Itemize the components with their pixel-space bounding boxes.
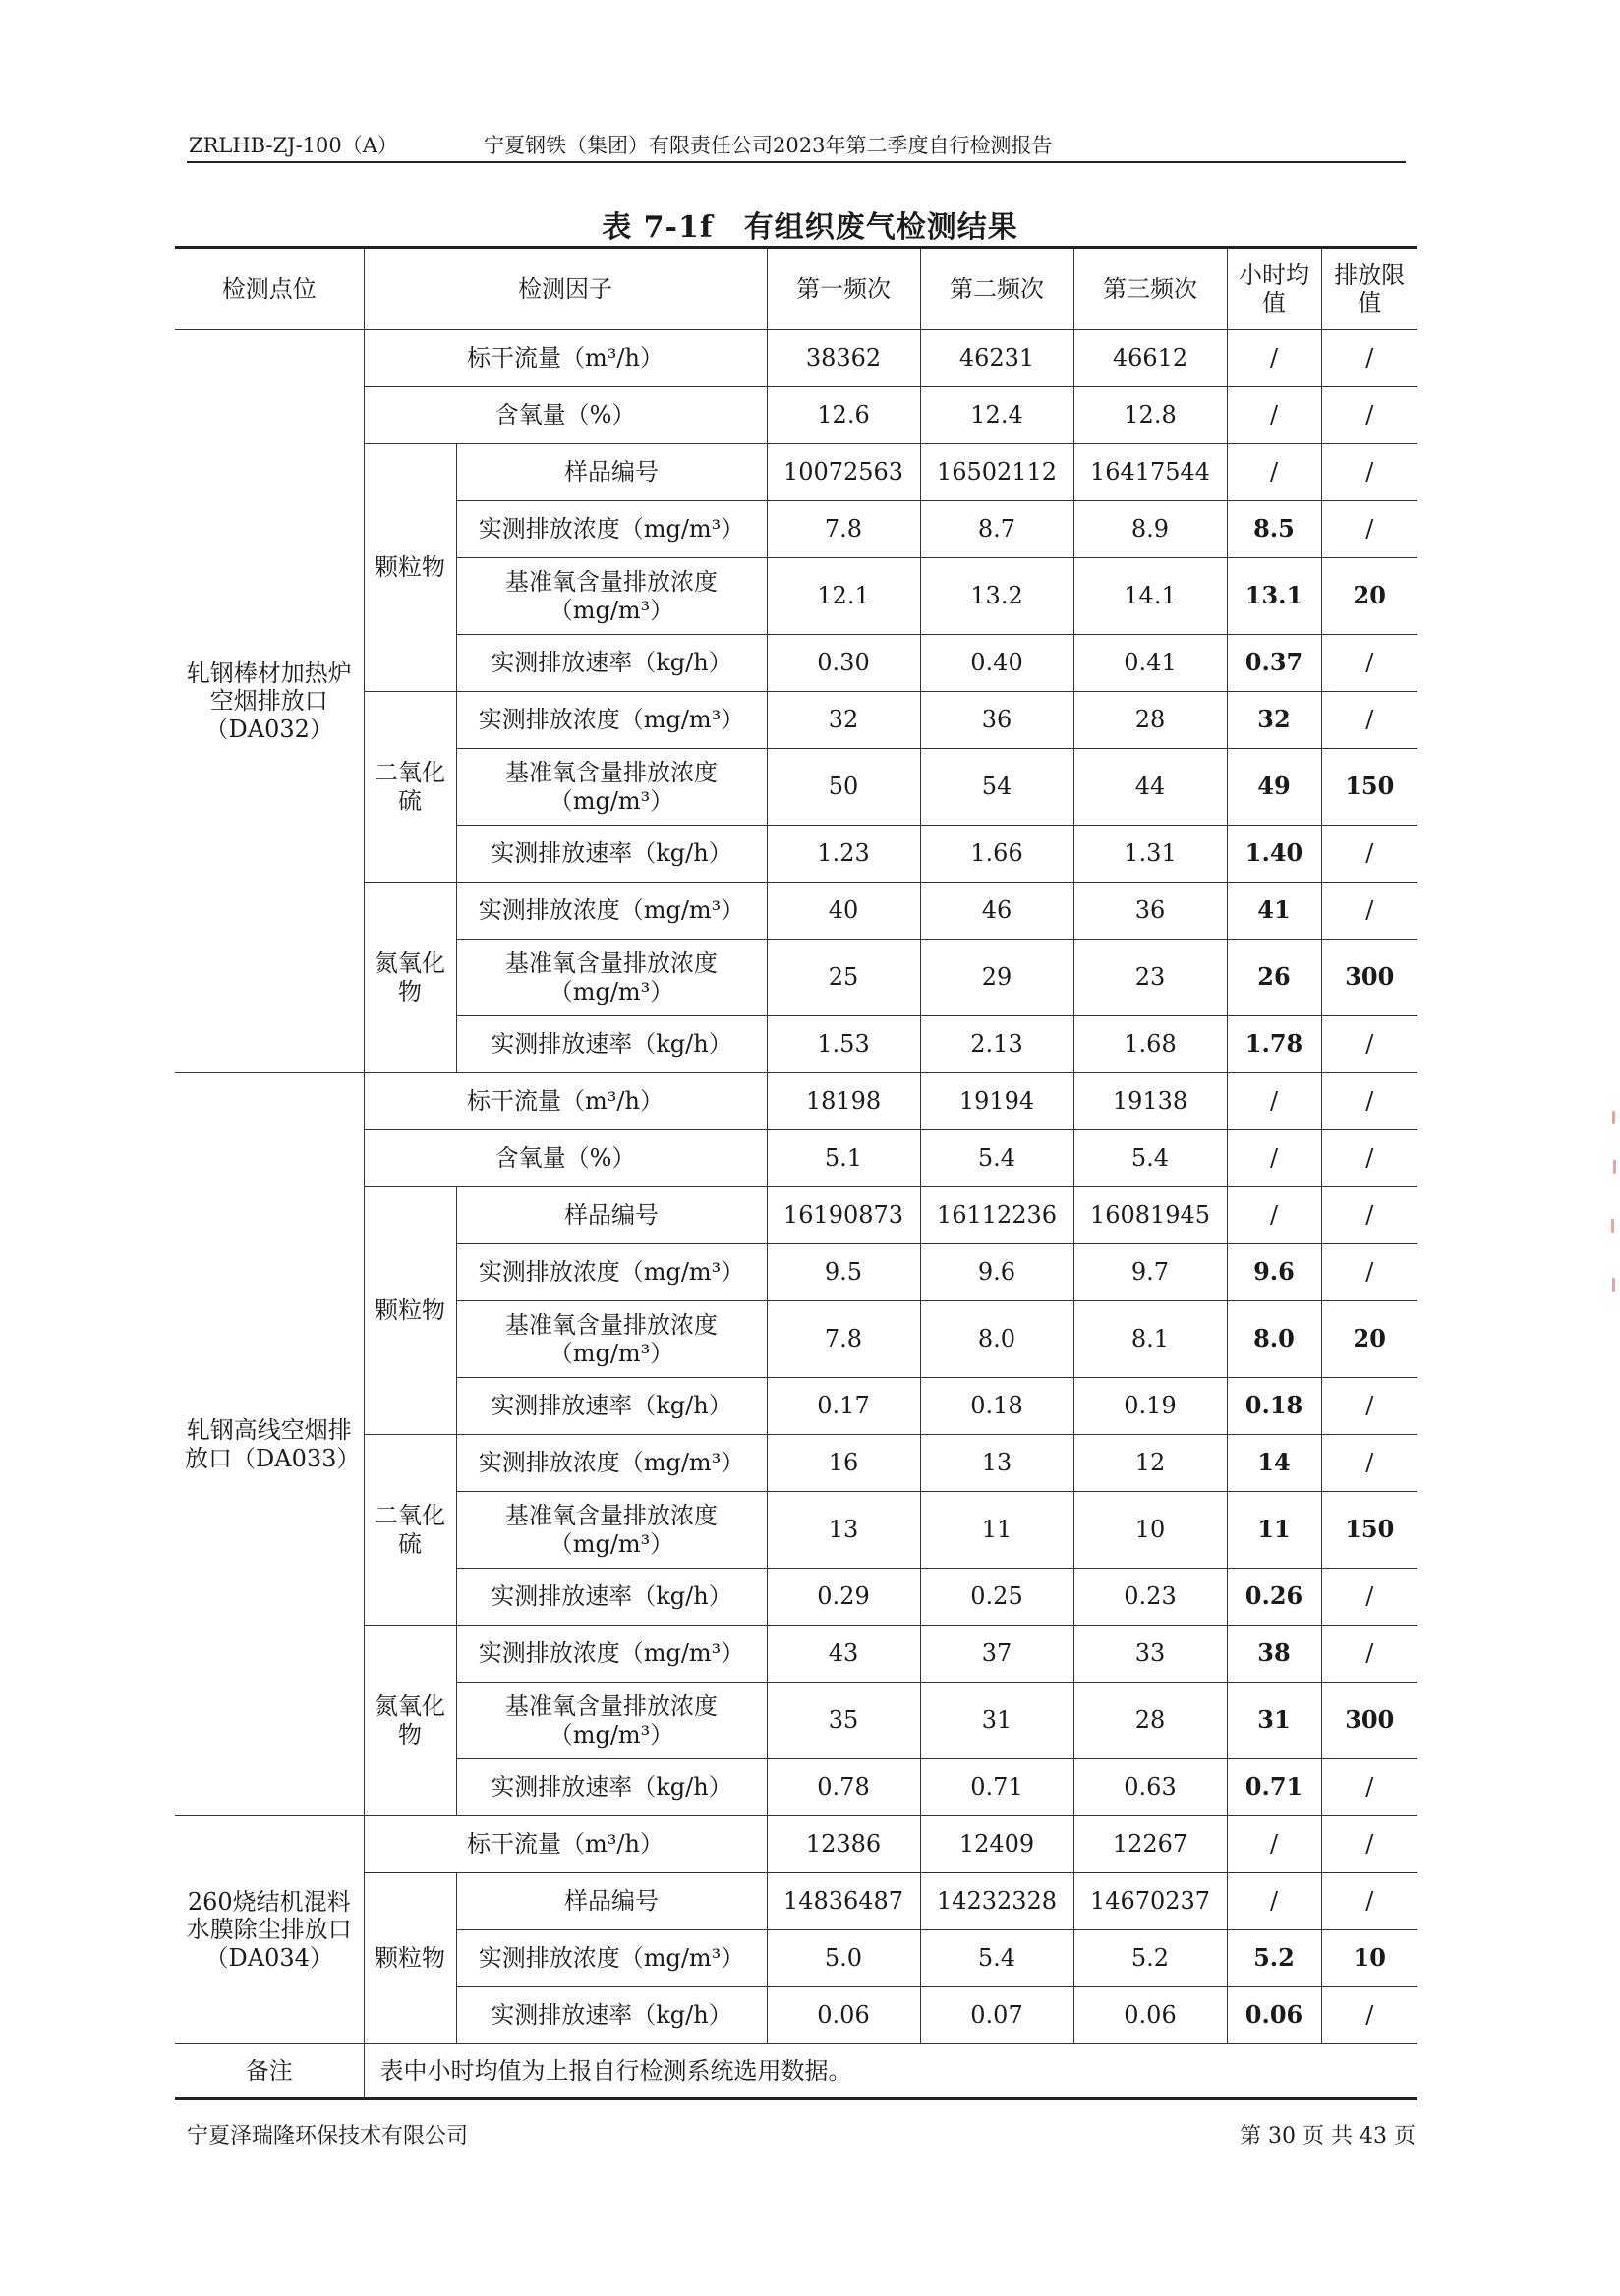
value-freq3: 23 <box>1073 940 1227 1016</box>
value-freq3: 14.1 <box>1073 558 1227 635</box>
value-freq2: 0.40 <box>920 635 1073 692</box>
value-freq2: 46 <box>920 883 1073 940</box>
value-freq3: 1.68 <box>1073 1016 1227 1073</box>
value-freq3: 5.4 <box>1073 1130 1227 1187</box>
value-limit: / <box>1321 1016 1418 1073</box>
value-freq2: 1.66 <box>920 826 1073 883</box>
value-freq2: 0.07 <box>920 1987 1073 2044</box>
pollutant-category: 颗粒物 <box>364 1873 456 2044</box>
value-freq1: 18198 <box>767 1073 920 1130</box>
factor-name: 实测排放浓度（mg/m³） <box>456 883 767 940</box>
value-hourly-avg: 49 <box>1227 749 1321 826</box>
pollutant-category: 二氧化硫 <box>364 1435 456 1626</box>
value-freq3: 10 <box>1073 1492 1227 1569</box>
factor-name: 实测排放浓度（mg/m³） <box>456 1244 767 1301</box>
factor-name: 含氧量（%） <box>364 387 767 444</box>
value-freq3: 12 <box>1073 1435 1227 1492</box>
value-freq2: 5.4 <box>920 1130 1073 1187</box>
value-freq3: 0.41 <box>1073 635 1227 692</box>
value-freq1: 12.1 <box>767 558 920 635</box>
value-freq3: 36 <box>1073 883 1227 940</box>
value-limit: 150 <box>1321 1492 1418 1569</box>
value-hourly-avg: 41 <box>1227 883 1321 940</box>
value-freq1: 0.17 <box>767 1378 920 1435</box>
value-freq1: 0.30 <box>767 635 920 692</box>
value-freq2: 12409 <box>920 1816 1073 1873</box>
value-freq1: 13 <box>767 1492 920 1569</box>
stamp-edge-mark <box>1612 1111 1615 1124</box>
factor-name: 基准氧含量排放浓度（mg/m³） <box>456 558 767 635</box>
value-freq1: 5.0 <box>767 1930 920 1987</box>
value-freq2: 8.0 <box>920 1301 1073 1378</box>
value-hourly-avg: 5.2 <box>1227 1930 1321 1987</box>
value-limit: / <box>1321 635 1418 692</box>
value-freq1: 0.06 <box>767 1987 920 2044</box>
value-limit: / <box>1321 1073 1418 1130</box>
emission-results-table <box>175 246 1418 2100</box>
value-freq2: 12.4 <box>920 387 1073 444</box>
value-freq1: 7.8 <box>767 501 920 558</box>
value-freq2: 54 <box>920 749 1073 826</box>
stamp-edge-mark <box>1611 1219 1614 1233</box>
pollutant-category: 颗粒物 <box>364 444 456 692</box>
value-limit: / <box>1321 1378 1418 1435</box>
monitoring-point: 轧钢高线空烟排放口（DA033） <box>175 1073 364 1816</box>
report-code: ZRLHB-ZJ-100（A） <box>189 134 398 157</box>
value-freq1: 9.5 <box>767 1244 920 1301</box>
value-freq3: 44 <box>1073 749 1227 826</box>
value-limit: / <box>1321 826 1418 883</box>
factor-name: 实测排放浓度（mg/m³） <box>456 501 767 558</box>
factor-name: 实测排放速率（kg/h） <box>456 1016 767 1073</box>
value-freq2: 36 <box>920 692 1073 749</box>
factor-name: 基准氧含量排放浓度（mg/m³） <box>456 749 767 826</box>
factor-name: 标干流量（m³/h） <box>364 1073 767 1130</box>
value-hourly-avg: 0.06 <box>1227 1987 1321 2044</box>
value-freq3: 28 <box>1073 1683 1227 1759</box>
note-text: 表中小时均值为上报自行检测系统选用数据。 <box>364 2044 1418 2099</box>
factor-name: 实测排放速率（kg/h） <box>456 1378 767 1435</box>
value-freq2: 2.13 <box>920 1016 1073 1073</box>
value-freq2: 8.7 <box>920 501 1073 558</box>
value-freq3: 46612 <box>1073 330 1227 387</box>
value-hourly-avg: 26 <box>1227 940 1321 1016</box>
factor-name: 实测排放速率（kg/h） <box>456 1987 767 2044</box>
value-hourly-avg: 31 <box>1227 1683 1321 1759</box>
value-freq2: 19194 <box>920 1073 1073 1130</box>
value-freq3: 28 <box>1073 692 1227 749</box>
value-hourly-avg: 14 <box>1227 1435 1321 1492</box>
value-freq1: 16190873 <box>767 1187 920 1244</box>
pollutant-category: 二氧化硫 <box>364 692 456 883</box>
value-freq1: 0.78 <box>767 1759 920 1816</box>
stamp-edge-mark <box>1612 1278 1615 1292</box>
value-freq2: 16112236 <box>920 1187 1073 1244</box>
value-freq2: 13.2 <box>920 558 1073 635</box>
value-hourly-avg: / <box>1227 1873 1321 1930</box>
factor-name: 实测排放浓度（mg/m³） <box>456 1930 767 1987</box>
table-title: 表 7-1f 有组织废气检测结果 <box>602 210 1018 245</box>
value-limit: 20 <box>1321 558 1418 635</box>
value-freq1: 14836487 <box>767 1873 920 1930</box>
value-freq2: 16502112 <box>920 444 1073 501</box>
col-header-freq2: 第二频次 <box>920 248 1073 330</box>
value-hourly-avg: / <box>1227 1130 1321 1187</box>
factor-name: 实测排放速率（kg/h） <box>456 635 767 692</box>
value-limit: / <box>1321 1435 1418 1492</box>
pollutant-category: 颗粒物 <box>364 1187 456 1435</box>
value-freq2: 31 <box>920 1683 1073 1759</box>
value-freq3: 33 <box>1073 1626 1227 1683</box>
value-freq3: 16081945 <box>1073 1187 1227 1244</box>
page-number: 第 30 页 共 43 页 <box>1240 2124 1416 2149</box>
value-freq2: 0.18 <box>920 1378 1073 1435</box>
value-hourly-avg: / <box>1227 1073 1321 1130</box>
value-freq2: 0.71 <box>920 1759 1073 1816</box>
factor-name: 实测排放速率（kg/h） <box>456 1759 767 1816</box>
value-hourly-avg: 13.1 <box>1227 558 1321 635</box>
factor-name: 标干流量（m³/h） <box>364 1816 767 1873</box>
value-limit: / <box>1321 1816 1418 1873</box>
stamp-edge-mark <box>1613 1160 1616 1174</box>
value-freq3: 0.63 <box>1073 1759 1227 1816</box>
value-freq3: 8.9 <box>1073 501 1227 558</box>
factor-name: 样品编号 <box>456 1873 767 1930</box>
col-header-hourly-avg: 小时均值 <box>1227 248 1321 330</box>
factor-name: 含氧量（%） <box>364 1130 767 1187</box>
value-hourly-avg: 1.40 <box>1227 826 1321 883</box>
value-freq1: 12386 <box>767 1816 920 1873</box>
value-freq2: 29 <box>920 940 1073 1016</box>
value-limit: / <box>1321 501 1418 558</box>
value-freq3: 9.7 <box>1073 1244 1227 1301</box>
value-freq3: 5.2 <box>1073 1930 1227 1987</box>
value-freq1: 35 <box>767 1683 920 1759</box>
col-header-factor: 检测因子 <box>364 248 767 330</box>
value-limit: 20 <box>1321 1301 1418 1378</box>
value-limit: / <box>1321 444 1418 501</box>
value-freq2: 13 <box>920 1435 1073 1492</box>
value-freq1: 43 <box>767 1626 920 1683</box>
value-limit: / <box>1321 1244 1418 1301</box>
col-header-point: 检测点位 <box>175 248 364 330</box>
value-hourly-avg: 0.18 <box>1227 1378 1321 1435</box>
table-row <box>175 330 1418 387</box>
factor-name: 基准氧含量排放浓度（mg/m³） <box>456 940 767 1016</box>
factor-name: 标干流量（m³/h） <box>364 330 767 387</box>
value-limit: / <box>1321 1873 1418 1930</box>
value-freq3: 12267 <box>1073 1816 1227 1873</box>
value-freq1: 7.8 <box>767 1301 920 1378</box>
factor-name: 基准氧含量排放浓度（mg/m³） <box>456 1683 767 1759</box>
value-freq1: 0.29 <box>767 1569 920 1626</box>
value-freq3: 8.1 <box>1073 1301 1227 1378</box>
footer-company: 宁夏泽瑞隆环保技术有限公司 <box>187 2124 469 2149</box>
value-hourly-avg: 1.78 <box>1227 1016 1321 1073</box>
col-header-limit: 排放限值 <box>1321 248 1418 330</box>
value-hourly-avg: / <box>1227 387 1321 444</box>
value-limit: / <box>1321 692 1418 749</box>
factor-name: 实测排放浓度（mg/m³） <box>456 1435 767 1492</box>
value-freq3: 19138 <box>1073 1073 1227 1130</box>
value-freq2: 9.6 <box>920 1244 1073 1301</box>
value-freq2: 0.25 <box>920 1569 1073 1626</box>
value-freq3: 1.31 <box>1073 826 1227 883</box>
value-freq1: 1.53 <box>767 1016 920 1073</box>
factor-name: 实测排放速率（kg/h） <box>456 826 767 883</box>
value-limit: / <box>1321 1987 1418 2044</box>
value-limit: / <box>1321 330 1418 387</box>
value-limit: 300 <box>1321 940 1418 1016</box>
monitoring-point: 轧钢棒材加热炉空烟排放口（DA032） <box>175 330 364 1073</box>
value-hourly-avg: 32 <box>1227 692 1321 749</box>
factor-name: 样品编号 <box>456 444 767 501</box>
value-freq3: 12.8 <box>1073 387 1227 444</box>
value-freq1: 5.1 <box>767 1130 920 1187</box>
value-freq3: 16417544 <box>1073 444 1227 501</box>
report-title: 宁夏钢铁（集团）有限责任公司2023年第二季度自行检测报告 <box>484 134 1053 157</box>
factor-name: 基准氧含量排放浓度（mg/m³） <box>456 1492 767 1569</box>
value-hourly-avg: / <box>1227 1187 1321 1244</box>
value-freq1: 38362 <box>767 330 920 387</box>
monitoring-point: 260烧结机混料水膜除尘排放口（DA034） <box>175 1816 364 2044</box>
value-limit: / <box>1321 883 1418 940</box>
factor-name: 样品编号 <box>456 1187 767 1244</box>
value-freq1: 50 <box>767 749 920 826</box>
value-limit: / <box>1321 1187 1418 1244</box>
value-limit: / <box>1321 1130 1418 1187</box>
value-hourly-avg: 8.5 <box>1227 501 1321 558</box>
value-hourly-avg: 38 <box>1227 1626 1321 1683</box>
value-freq2: 5.4 <box>920 1930 1073 1987</box>
value-freq1: 10072563 <box>767 444 920 501</box>
value-freq1: 32 <box>767 692 920 749</box>
factor-name: 实测排放速率（kg/h） <box>456 1569 767 1626</box>
value-limit: / <box>1321 1569 1418 1626</box>
value-limit: / <box>1321 1626 1418 1683</box>
value-freq3: 0.06 <box>1073 1987 1227 2044</box>
value-freq1: 40 <box>767 883 920 940</box>
factor-name: 基准氧含量排放浓度（mg/m³） <box>456 1301 767 1378</box>
table-header-row <box>175 248 1418 330</box>
value-limit: 300 <box>1321 1683 1418 1759</box>
note-label: 备注 <box>175 2044 364 2099</box>
value-freq3: 0.23 <box>1073 1569 1227 1626</box>
col-header-freq1: 第一频次 <box>767 248 920 330</box>
table-body <box>175 248 1418 2099</box>
value-hourly-avg: 0.71 <box>1227 1759 1321 1816</box>
value-freq2: 14232328 <box>920 1873 1073 1930</box>
table-row <box>175 1073 1418 1130</box>
value-hourly-avg: / <box>1227 444 1321 501</box>
value-limit: 10 <box>1321 1930 1418 1987</box>
page-header <box>187 128 1406 163</box>
value-hourly-avg: 8.0 <box>1227 1301 1321 1378</box>
value-freq1: 25 <box>767 940 920 1016</box>
col-header-freq3: 第三频次 <box>1073 248 1227 330</box>
pollutant-category: 氮氧化物 <box>364 883 456 1073</box>
value-hourly-avg: / <box>1227 1816 1321 1873</box>
value-hourly-avg: 0.26 <box>1227 1569 1321 1626</box>
value-limit: 150 <box>1321 749 1418 826</box>
value-freq1: 12.6 <box>767 387 920 444</box>
value-freq2: 46231 <box>920 330 1073 387</box>
value-freq2: 37 <box>920 1626 1073 1683</box>
note-row <box>175 2044 1418 2099</box>
value-freq1: 1.23 <box>767 826 920 883</box>
value-hourly-avg: / <box>1227 330 1321 387</box>
factor-name: 实测排放浓度（mg/m³） <box>456 692 767 749</box>
value-limit: / <box>1321 387 1418 444</box>
value-freq3: 14670237 <box>1073 1873 1227 1930</box>
value-freq1: 16 <box>767 1435 920 1492</box>
value-freq3: 0.19 <box>1073 1378 1227 1435</box>
value-limit: / <box>1321 1759 1418 1816</box>
factor-name: 实测排放浓度（mg/m³） <box>456 1626 767 1683</box>
table-row <box>175 1816 1418 1873</box>
value-hourly-avg: 9.6 <box>1227 1244 1321 1301</box>
value-hourly-avg: 0.37 <box>1227 635 1321 692</box>
value-freq2: 11 <box>920 1492 1073 1569</box>
value-hourly-avg: 11 <box>1227 1492 1321 1569</box>
pollutant-category: 氮氧化物 <box>364 1626 456 1816</box>
